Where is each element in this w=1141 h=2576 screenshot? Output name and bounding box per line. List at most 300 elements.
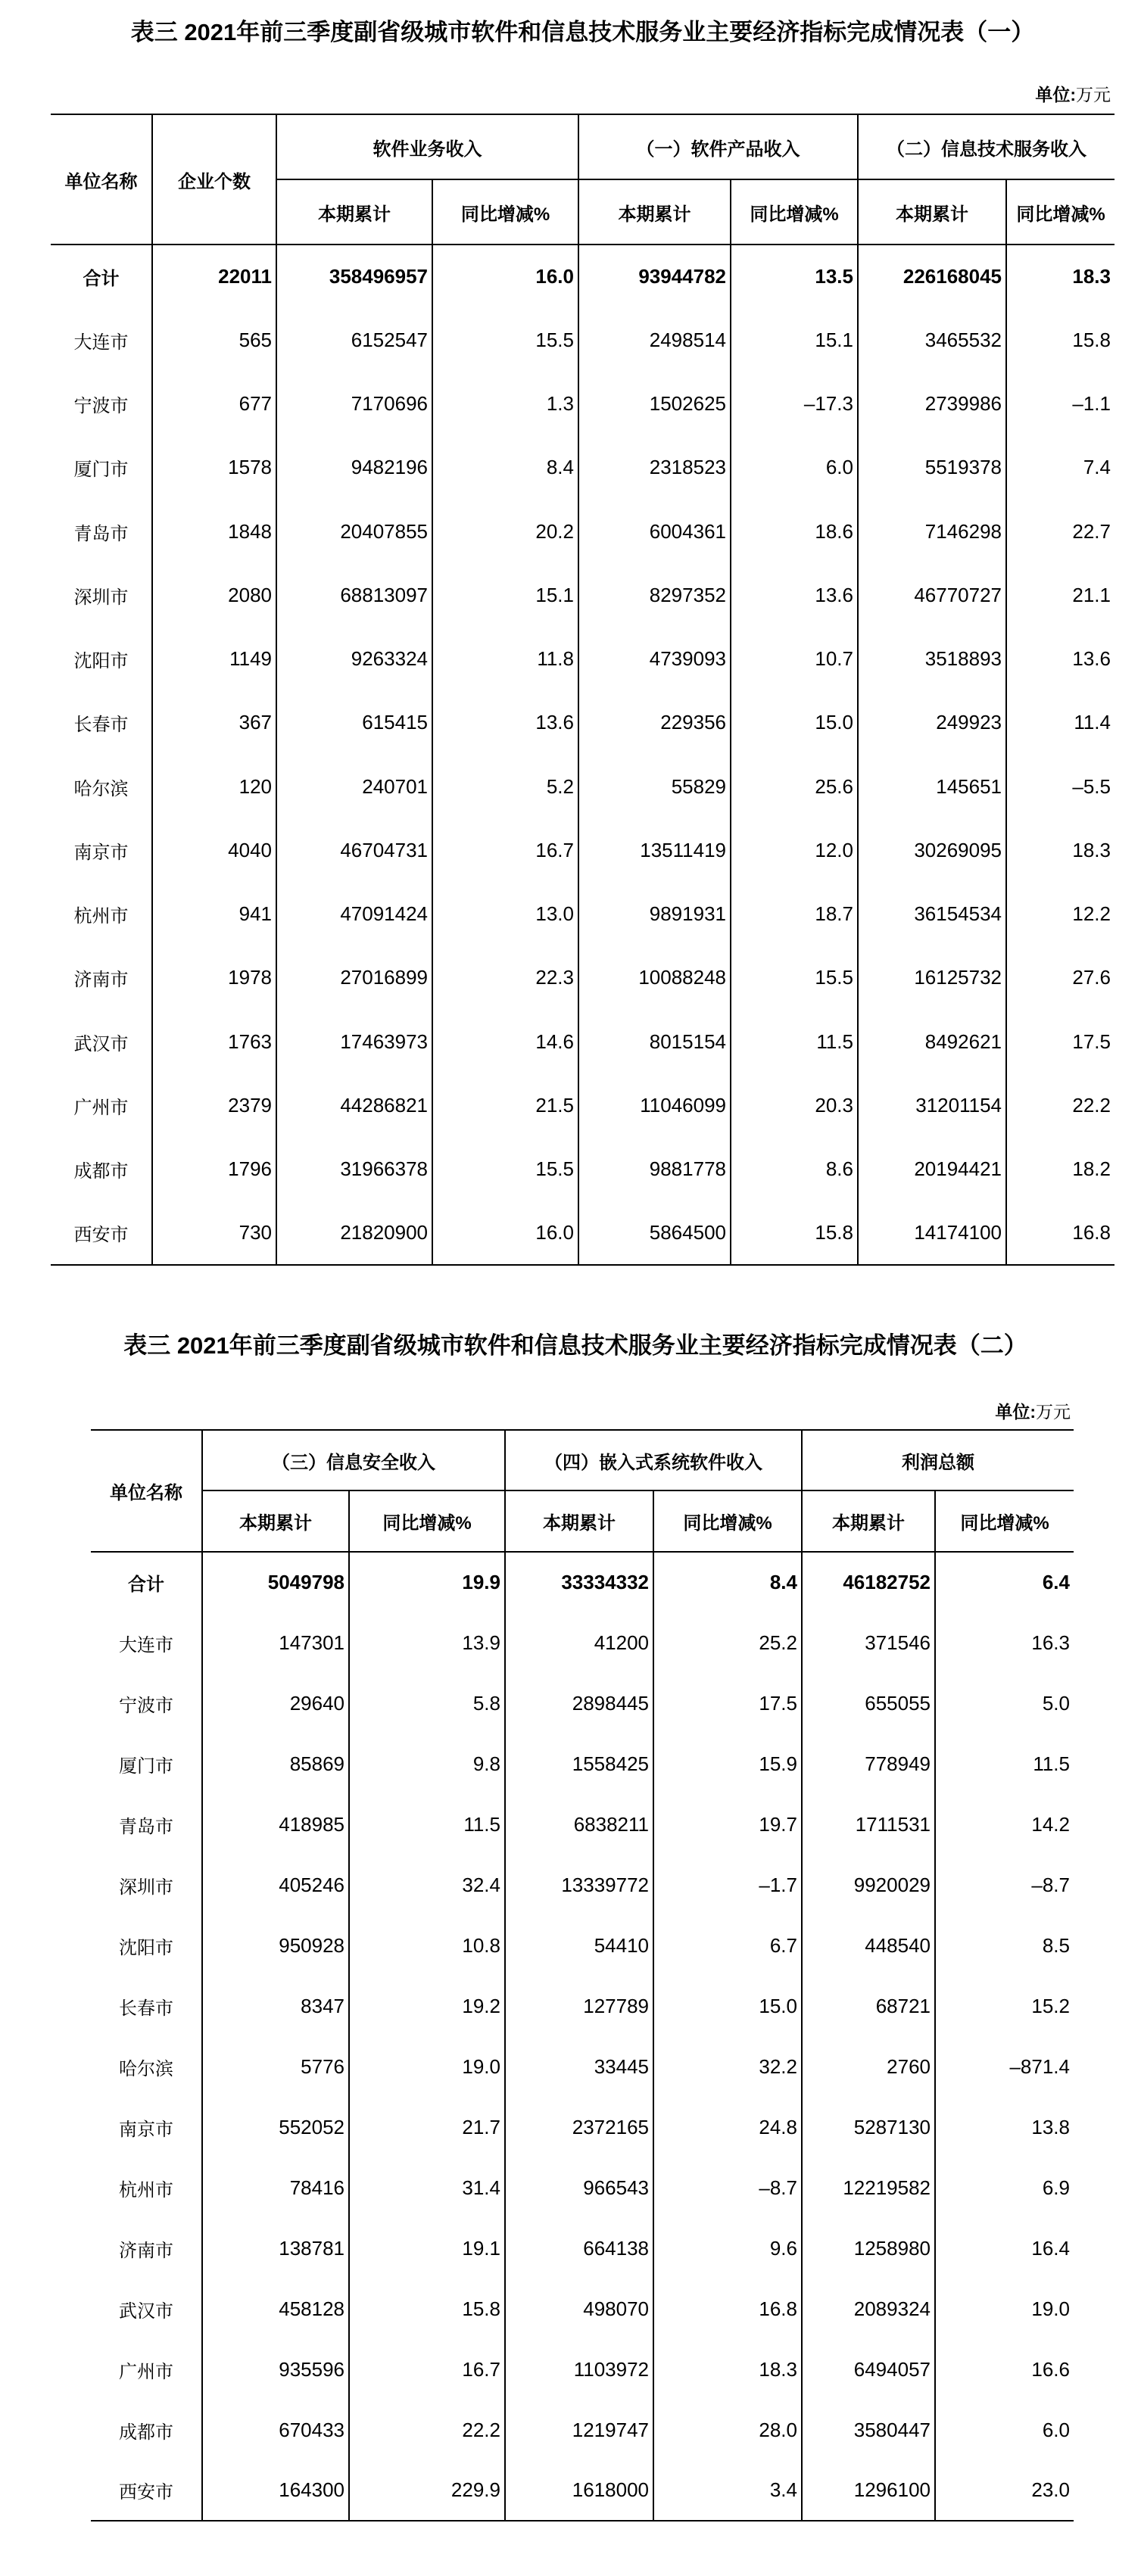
- info-security-current-cell: 138781: [202, 2218, 349, 2279]
- software-revenue-yoy-cell: 21.5: [432, 1073, 578, 1137]
- embedded-software-current-cell: 1219747: [505, 2400, 653, 2460]
- it-service-current-cell: 145651: [858, 755, 1006, 818]
- it-service-current-cell: 3465532: [858, 308, 1006, 372]
- software-revenue-yoy-cell: 1.3: [432, 372, 578, 436]
- info-security-current-cell: 950928: [202, 1915, 349, 1976]
- city-name-cell: 沈阳市: [73, 651, 129, 672]
- total-profit-current-cell: 3580447: [802, 2400, 935, 2460]
- city-name-cell: 杭州市: [119, 2179, 173, 2201]
- table-row: [91, 2339, 1074, 2400]
- software-product-current-cell: 2498514: [578, 308, 731, 372]
- city-name-cell: 深圳市: [73, 587, 129, 608]
- info-security-yoy-cell: 21.7: [349, 2097, 505, 2157]
- subheader-yoy: 同比增减%: [349, 1490, 505, 1552]
- header-unit-name: 单位名称: [51, 114, 152, 245]
- software-revenue-current-cell: 46704731: [276, 818, 432, 882]
- it-service-yoy-cell: –5.5: [1006, 755, 1115, 818]
- unit-value: 万元: [1036, 1402, 1071, 1422]
- table-row: [51, 691, 1115, 755]
- embedded-software-yoy-cell: –8.7: [653, 2157, 802, 2218]
- it-service-yoy-cell: 12.2: [1006, 883, 1115, 946]
- table2-unit-label: [995, 1400, 1071, 1423]
- header-enterprise-count: 企业个数: [152, 114, 276, 245]
- enterprise-count-cell: 367: [152, 691, 276, 755]
- embedded-software-current-cell: 966543: [505, 2157, 653, 2218]
- software-revenue-current-cell: 358496957: [276, 245, 432, 308]
- software-product-current-cell: 8297352: [578, 563, 731, 627]
- embedded-software-yoy-cell: 25.2: [653, 1612, 802, 1673]
- info-security-yoy-cell: 13.9: [349, 1612, 505, 1673]
- it-service-current-cell: 2739986: [858, 372, 1006, 436]
- info-security-yoy-cell: 32.4: [349, 1855, 505, 1915]
- software-product-yoy-cell: 15.0: [731, 691, 858, 755]
- total-profit-current-cell: 1258980: [802, 2218, 935, 2279]
- embedded-software-current-cell: 2372165: [505, 2097, 653, 2157]
- city-name-cell: 哈尔滨: [119, 2058, 173, 2079]
- embedded-software-yoy-cell: 24.8: [653, 2097, 802, 2157]
- embedded-software-current-cell: 127789: [505, 1976, 653, 2036]
- table-row: [51, 436, 1115, 500]
- total-profit-current-cell: 2760: [802, 2036, 935, 2097]
- info-security-yoy-cell: 22.2: [349, 2400, 505, 2460]
- subheader-yoy: 同比增减%: [731, 179, 858, 245]
- header-row: [51, 114, 1115, 179]
- total-profit-current-cell: 1711531: [802, 1794, 935, 1855]
- city-name-cell: 青岛市: [73, 523, 129, 544]
- city-name-cell: 南京市: [119, 2119, 173, 2140]
- city-name-cell: 杭州市: [73, 906, 129, 927]
- info-security-yoy-cell: 19.9: [349, 1552, 505, 1612]
- table-row: [51, 500, 1115, 563]
- it-service-current-cell: 5519378: [858, 436, 1006, 500]
- header-embedded-software-revenue: （四）嵌入式系统软件收入: [505, 1430, 802, 1490]
- city-name-cell: 合计: [128, 1575, 164, 1595]
- table-row: [51, 1073, 1115, 1137]
- software-product-yoy-cell: 13.6: [731, 563, 858, 627]
- software-product-yoy-cell: 10.7: [731, 628, 858, 691]
- it-service-current-cell: 14174100: [858, 1201, 1006, 1265]
- subheader-current: 本期累计: [505, 1490, 653, 1552]
- software-product-yoy-cell: 18.6: [731, 500, 858, 563]
- city-name-cell: 沈阳市: [119, 1937, 173, 1958]
- embedded-software-current-cell: 1558425: [505, 1733, 653, 1794]
- software-revenue-current-cell: 21820900: [276, 1201, 432, 1265]
- subheader-yoy: 同比增减%: [1006, 179, 1115, 245]
- embedded-software-current-cell: 13339772: [505, 1855, 653, 1915]
- software-revenue-current-cell: 240701: [276, 755, 432, 818]
- city-name-cell: 南京市: [73, 842, 129, 863]
- table1-unit-label: [1035, 83, 1111, 106]
- unit-value: 万元: [1076, 85, 1111, 104]
- enterprise-count-cell: 565: [152, 308, 276, 372]
- software-revenue-current-cell: 615415: [276, 691, 432, 755]
- city-name-cell: 合计: [83, 269, 120, 290]
- table-row: [91, 1612, 1074, 1673]
- total-profit-current-cell: 778949: [802, 1733, 935, 1794]
- embedded-software-yoy-cell: 15.0: [653, 1976, 802, 2036]
- it-service-yoy-cell: 21.1: [1006, 563, 1115, 627]
- table1: [51, 114, 1115, 1266]
- software-product-current-cell: 1502625: [578, 372, 731, 436]
- software-product-yoy-cell: 20.3: [731, 1073, 858, 1137]
- software-revenue-yoy-cell: 16.7: [432, 818, 578, 882]
- total-profit-yoy-cell: 6.4: [935, 1552, 1074, 1612]
- enterprise-count-cell: 677: [152, 372, 276, 436]
- total-profit-current-cell: 6494057: [802, 2339, 935, 2400]
- info-security-yoy-cell: 31.4: [349, 2157, 505, 2218]
- embedded-software-yoy-cell: 6.7: [653, 1915, 802, 1976]
- city-name-cell: 厦门市: [119, 1755, 173, 1777]
- info-security-current-cell: 78416: [202, 2157, 349, 2218]
- embedded-software-yoy-cell: 19.7: [653, 1794, 802, 1855]
- subheader-yoy: 同比增减%: [935, 1490, 1074, 1552]
- city-name-cell: 西安市: [51, 1201, 152, 1265]
- subheader-current: 本期累计: [276, 179, 432, 245]
- it-service-current-cell: 30269095: [858, 818, 1006, 882]
- software-product-yoy-cell: 15.8: [731, 1201, 858, 1265]
- embedded-software-yoy-cell: 32.2: [653, 2036, 802, 2097]
- total-profit-yoy-cell: 14.2: [935, 1794, 1074, 1855]
- table-row: [51, 1138, 1115, 1201]
- city-name-cell: 武汉市: [119, 2300, 173, 2322]
- city-name-cell: 长春市: [73, 715, 129, 736]
- software-product-yoy-cell: 18.7: [731, 883, 858, 946]
- table-row: [91, 1915, 1074, 1976]
- software-revenue-current-cell: 68813097: [276, 563, 432, 627]
- header-total-profit: 利润总额: [802, 1430, 1074, 1490]
- total-profit-yoy-cell: 6.0: [935, 2400, 1074, 2460]
- table2-grid: [91, 1429, 1074, 2521]
- total-profit-yoy-cell: 15.2: [935, 1976, 1074, 2036]
- software-revenue-yoy-cell: 16.0: [432, 1201, 578, 1265]
- software-product-current-cell: 10088248: [578, 946, 731, 1010]
- info-security-current-cell: 29640: [202, 1673, 349, 1733]
- it-service-current-cell: 226168045: [858, 245, 1006, 308]
- software-revenue-yoy-cell: 14.6: [432, 1010, 578, 1073]
- info-security-yoy-cell: 15.8: [349, 2279, 505, 2339]
- enterprise-count-cell: 2080: [152, 563, 276, 627]
- software-product-current-cell: 9891931: [578, 883, 731, 946]
- unit-label: 单位:: [995, 1402, 1036, 1422]
- table-row: [51, 946, 1115, 1010]
- city-name-cell: 广州市: [119, 2361, 173, 2382]
- table1-title: 表三 2021年前三季度副省级城市软件和信息技术服务业主要经济指标完成情况表（一）: [130, 19, 1035, 45]
- header-info-security-revenue: （三）信息安全收入: [202, 1430, 505, 1490]
- software-revenue-current-cell: 9263324: [276, 628, 432, 691]
- total-profit-current-cell: 655055: [802, 1673, 935, 1733]
- info-security-current-cell: 85869: [202, 1733, 349, 1794]
- enterprise-count-cell: 1149: [152, 628, 276, 691]
- embedded-software-yoy-cell: 17.5: [653, 1673, 802, 1733]
- enterprise-count-cell: 4040: [152, 818, 276, 882]
- table1-grid: [51, 114, 1115, 1266]
- it-service-current-cell: 31201154: [858, 1073, 1006, 1137]
- it-service-yoy-cell: 27.6: [1006, 946, 1115, 1010]
- software-revenue-current-cell: 31966378: [276, 1138, 432, 1201]
- subheader-row: [91, 1490, 1074, 1552]
- software-revenue-current-cell: 7170696: [276, 372, 432, 436]
- table-row: [91, 2400, 1074, 2460]
- total-profit-yoy-cell: 23.0: [935, 2460, 1074, 2521]
- info-security-yoy-cell: 9.8: [349, 1733, 505, 1794]
- total-profit-yoy-cell: 6.9: [935, 2157, 1074, 2218]
- table-row: [91, 2157, 1074, 2218]
- city-name-cell: 青岛市: [119, 1816, 173, 1837]
- it-service-yoy-cell: 11.4: [1006, 691, 1115, 755]
- software-revenue-current-cell: 9482196: [276, 436, 432, 500]
- embedded-software-yoy-cell: 9.6: [653, 2218, 802, 2279]
- total-profit-yoy-cell: 16.4: [935, 2218, 1074, 2279]
- embedded-software-current-cell: 664138: [505, 2218, 653, 2279]
- total-profit-yoy-cell: 8.5: [935, 1915, 1074, 1976]
- total-profit-current-cell: 9920029: [802, 1855, 935, 1915]
- info-security-yoy-cell: 229.9: [349, 2460, 505, 2521]
- table-row: [91, 2218, 1074, 2279]
- info-security-current-cell: 5776: [202, 2036, 349, 2097]
- software-revenue-yoy-cell: 13.0: [432, 883, 578, 946]
- software-product-current-cell: 5864500: [578, 1201, 731, 1265]
- info-security-yoy-cell: 16.7: [349, 2339, 505, 2400]
- info-security-yoy-cell: 11.5: [349, 1794, 505, 1855]
- info-security-current-cell: 458128: [202, 2279, 349, 2339]
- it-service-yoy-cell: –1.1: [1006, 372, 1115, 436]
- embedded-software-current-cell: 41200: [505, 1612, 653, 1673]
- city-name-cell: 宁波市: [73, 396, 129, 417]
- software-product-yoy-cell: –17.3: [731, 372, 858, 436]
- enterprise-count-cell: 1763: [152, 1010, 276, 1073]
- total-profit-current-cell: 448540: [802, 1915, 935, 1976]
- embedded-software-yoy-cell: –1.7: [653, 1855, 802, 1915]
- table-row: [91, 2097, 1074, 2157]
- table-row: [91, 1733, 1074, 1794]
- table-row: [91, 1855, 1074, 1915]
- embedded-software-current-cell: 2898445: [505, 1673, 653, 1733]
- embedded-software-current-cell: 498070: [505, 2279, 653, 2339]
- embedded-software-yoy-cell: 18.3: [653, 2339, 802, 2400]
- total-profit-yoy-cell: 11.5: [935, 1733, 1074, 1794]
- software-product-current-cell: 13511419: [578, 818, 731, 882]
- it-service-current-cell: 16125732: [858, 946, 1006, 1010]
- table-row-total: [51, 245, 1115, 308]
- software-revenue-yoy-cell: 5.2: [432, 755, 578, 818]
- enterprise-count-cell: 1578: [152, 436, 276, 500]
- info-security-current-cell: 8347: [202, 1976, 349, 2036]
- it-service-current-cell: 3518893: [858, 628, 1006, 691]
- total-profit-current-cell: 46182752: [802, 1552, 935, 1612]
- city-name-cell: 西安市: [91, 2460, 202, 2521]
- enterprise-count-cell: 1978: [152, 946, 276, 1010]
- info-security-current-cell: 405246: [202, 1855, 349, 1915]
- table-row: [51, 1010, 1115, 1073]
- city-name-cell: 深圳市: [119, 1877, 173, 1898]
- unit-label: 单位:: [1035, 85, 1076, 104]
- enterprise-count-cell: 120: [152, 755, 276, 818]
- table-row: [91, 1673, 1074, 1733]
- software-product-yoy-cell: 25.6: [731, 755, 858, 818]
- table2: [91, 1429, 1074, 2521]
- info-security-yoy-cell: 19.0: [349, 2036, 505, 2097]
- table-row: [51, 818, 1115, 882]
- software-product-current-cell: 4739093: [578, 628, 731, 691]
- header-software-product-revenue: （一）软件产品收入: [578, 114, 858, 179]
- table-row: [51, 755, 1115, 818]
- software-revenue-current-cell: 27016899: [276, 946, 432, 1010]
- total-profit-current-cell: 12219582: [802, 2157, 935, 2218]
- city-name-cell: 大连市: [119, 1634, 173, 1656]
- software-product-current-cell: 93944782: [578, 245, 731, 308]
- header-software-revenue: 软件业务收入: [276, 114, 578, 179]
- table-row: [51, 628, 1115, 691]
- it-service-yoy-cell: 22.7: [1006, 500, 1115, 563]
- info-security-current-cell: 418985: [202, 1794, 349, 1855]
- city-name-cell: 宁波市: [119, 1695, 173, 1716]
- city-name-cell: 大连市: [73, 332, 129, 353]
- city-name-cell: 哈尔滨: [73, 778, 129, 799]
- it-service-yoy-cell: 18.3: [1006, 245, 1115, 308]
- software-revenue-current-cell: 47091424: [276, 883, 432, 946]
- software-revenue-yoy-cell: 11.8: [432, 628, 578, 691]
- software-product-current-cell: 8015154: [578, 1010, 731, 1073]
- it-service-current-cell: 7146298: [858, 500, 1006, 563]
- city-name-cell: 成都市: [73, 1161, 129, 1182]
- table-row: [91, 2279, 1074, 2339]
- header-row: [91, 1430, 1074, 1490]
- software-product-current-cell: 6004361: [578, 500, 731, 563]
- table-row: [51, 1201, 1115, 1265]
- table-row-total: [91, 1552, 1074, 1612]
- embedded-software-yoy-cell: 3.4: [653, 2460, 802, 2521]
- it-service-current-cell: 20194421: [858, 1138, 1006, 1201]
- table-row: [91, 2036, 1074, 2097]
- it-service-current-cell: 249923: [858, 691, 1006, 755]
- total-profit-yoy-cell: 5.0: [935, 1673, 1074, 1733]
- software-revenue-yoy-cell: 15.1: [432, 563, 578, 627]
- enterprise-count-cell: 941: [152, 883, 276, 946]
- software-product-yoy-cell: 11.5: [731, 1010, 858, 1073]
- software-revenue-yoy-cell: 8.4: [432, 436, 578, 500]
- software-product-yoy-cell: 12.0: [731, 818, 858, 882]
- total-profit-yoy-cell: 16.3: [935, 1612, 1074, 1673]
- info-security-current-cell: 552052: [202, 2097, 349, 2157]
- software-product-yoy-cell: 15.1: [731, 308, 858, 372]
- table-row: [51, 883, 1115, 946]
- total-profit-current-cell: 1296100: [802, 2460, 935, 2521]
- total-profit-yoy-cell: 16.6: [935, 2339, 1074, 2400]
- embedded-software-current-cell: 1103972: [505, 2339, 653, 2400]
- software-product-current-cell: 11046099: [578, 1073, 731, 1137]
- city-name-cell: 武汉市: [73, 1033, 129, 1054]
- it-service-current-cell: 8492621: [858, 1010, 1006, 1073]
- table-row: [91, 1976, 1074, 2036]
- city-name-cell: 济南市: [119, 2240, 173, 2261]
- info-security-current-cell: 5049798: [202, 1552, 349, 1612]
- table-row: [51, 563, 1115, 627]
- header-it-service-revenue: （二）信息技术服务收入: [858, 114, 1115, 179]
- city-name-cell: 长春市: [119, 1998, 173, 2019]
- embedded-software-current-cell: 33445: [505, 2036, 653, 2097]
- it-service-yoy-cell: 22.2: [1006, 1073, 1115, 1137]
- total-profit-current-cell: 68721: [802, 1976, 935, 2036]
- header-unit-name: 单位名称: [91, 1430, 202, 1552]
- city-name-cell: 济南市: [73, 970, 129, 991]
- software-revenue-current-cell: 20407855: [276, 500, 432, 563]
- total-profit-yoy-cell: –871.4: [935, 2036, 1074, 2097]
- it-service-yoy-cell: 18.2: [1006, 1138, 1115, 1201]
- it-service-current-cell: 46770727: [858, 563, 1006, 627]
- table2-title: 表三 2021年前三季度副省级城市软件和信息技术服务业主要经济指标完成情况表（二）: [123, 1332, 1027, 1359]
- info-security-yoy-cell: 5.8: [349, 1673, 505, 1733]
- software-product-current-cell: 229356: [578, 691, 731, 755]
- subheader-current: 本期累计: [202, 1490, 349, 1552]
- embedded-software-current-cell: 54410: [505, 1915, 653, 1976]
- table-row: [51, 308, 1115, 372]
- it-service-yoy-cell: 16.8: [1006, 1201, 1115, 1265]
- info-security-current-cell: 935596: [202, 2339, 349, 2400]
- software-revenue-yoy-cell: 20.2: [432, 500, 578, 563]
- software-product-yoy-cell: 8.6: [731, 1138, 858, 1201]
- embedded-software-yoy-cell: 15.9: [653, 1733, 802, 1794]
- info-security-current-cell: 670433: [202, 2400, 349, 2460]
- software-revenue-yoy-cell: 15.5: [432, 1138, 578, 1201]
- info-security-current-cell: 164300: [202, 2460, 349, 2521]
- it-service-yoy-cell: 18.3: [1006, 818, 1115, 882]
- city-name-cell: 成都市: [119, 2422, 173, 2443]
- total-profit-yoy-cell: –8.7: [935, 1855, 1074, 1915]
- info-security-current-cell: 147301: [202, 1612, 349, 1673]
- city-name-cell: 广州市: [73, 1097, 129, 1118]
- enterprise-count-cell: 1848: [152, 500, 276, 563]
- embedded-software-yoy-cell: 8.4: [653, 1552, 802, 1612]
- software-product-current-cell: 9881778: [578, 1138, 731, 1201]
- software-revenue-yoy-cell: 15.5: [432, 308, 578, 372]
- subheader-current: 本期累计: [802, 1490, 935, 1552]
- info-security-yoy-cell: 19.1: [349, 2218, 505, 2279]
- total-profit-current-cell: 2089324: [802, 2279, 935, 2339]
- embedded-software-current-cell: 1618000: [505, 2460, 653, 2521]
- subheader-yoy: 同比增减%: [653, 1490, 802, 1552]
- subheader-current: 本期累计: [578, 179, 731, 245]
- subheader-current: 本期累计: [858, 179, 1006, 245]
- software-revenue-current-cell: 17463973: [276, 1010, 432, 1073]
- embedded-software-yoy-cell: 28.0: [653, 2400, 802, 2460]
- software-revenue-current-cell: 6152547: [276, 308, 432, 372]
- it-service-yoy-cell: 15.8: [1006, 308, 1115, 372]
- software-product-yoy-cell: 15.5: [731, 946, 858, 1010]
- info-security-yoy-cell: 10.8: [349, 1915, 505, 1976]
- it-service-yoy-cell: 13.6: [1006, 628, 1115, 691]
- software-revenue-yoy-cell: 13.6: [432, 691, 578, 755]
- software-product-yoy-cell: 6.0: [731, 436, 858, 500]
- table-row: [91, 2460, 1074, 2521]
- embedded-software-yoy-cell: 16.8: [653, 2279, 802, 2339]
- info-security-yoy-cell: 19.2: [349, 1976, 505, 2036]
- software-revenue-yoy-cell: 16.0: [432, 245, 578, 308]
- city-name-cell: 厦门市: [73, 459, 129, 481]
- software-revenue-yoy-cell: 22.3: [432, 946, 578, 1010]
- total-profit-current-cell: 371546: [802, 1612, 935, 1673]
- table-row: [51, 372, 1115, 436]
- enterprise-count-cell: 2379: [152, 1073, 276, 1137]
- total-profit-current-cell: 5287130: [802, 2097, 935, 2157]
- it-service-yoy-cell: 17.5: [1006, 1010, 1115, 1073]
- embedded-software-current-cell: 33334332: [505, 1552, 653, 1612]
- software-product-current-cell: 55829: [578, 755, 731, 818]
- it-service-current-cell: 36154534: [858, 883, 1006, 946]
- total-profit-yoy-cell: 19.0: [935, 2279, 1074, 2339]
- embedded-software-current-cell: 6838211: [505, 1794, 653, 1855]
- enterprise-count-cell: 1796: [152, 1138, 276, 1201]
- software-revenue-current-cell: 44286821: [276, 1073, 432, 1137]
